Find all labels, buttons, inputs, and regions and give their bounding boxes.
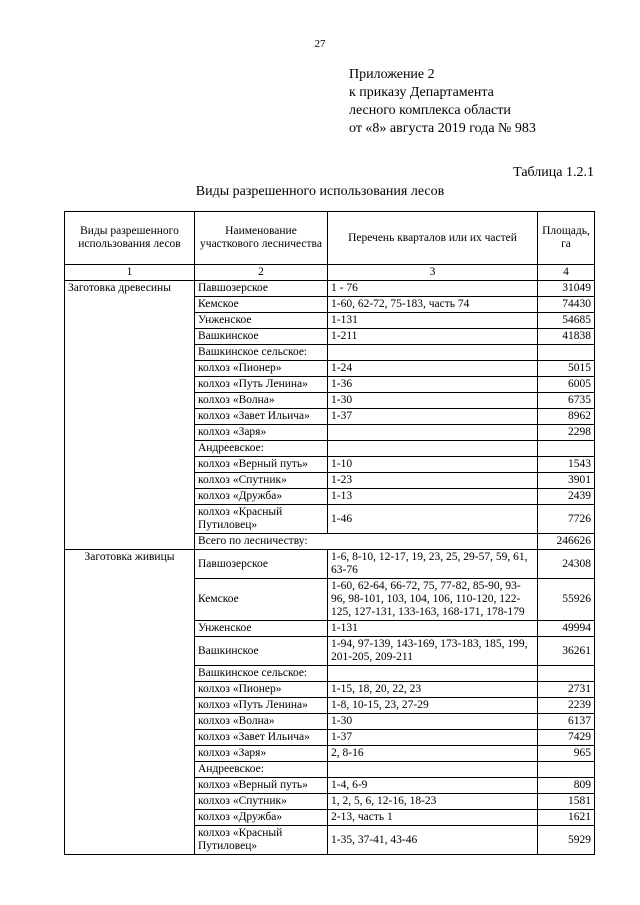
forestry-name-cell: Андреевское: bbox=[195, 762, 328, 778]
forestry-name-cell: колхоз «Завет Ильича» bbox=[195, 409, 328, 425]
column-number: 4 bbox=[538, 265, 595, 281]
quarters-cell: 1-37 bbox=[328, 409, 538, 425]
column-number: 2 bbox=[195, 265, 328, 281]
column-header: Наименование участкового лесничества bbox=[195, 212, 328, 265]
quarters-cell: 1-8, 10-15, 23, 27-29 bbox=[328, 698, 538, 714]
forestry-name-cell: колхоз «Спутник» bbox=[195, 473, 328, 489]
quarters-cell: 2-13, часть 1 bbox=[328, 810, 538, 826]
quarters-cell: 1-23 bbox=[328, 473, 538, 489]
area-cell: 54685 bbox=[538, 313, 595, 329]
forestry-name-cell: Вашкинское сельское: bbox=[195, 666, 328, 682]
quarters-cell: 1-37 bbox=[328, 730, 538, 746]
forestry-name-cell: колхоз «Волна» bbox=[195, 393, 328, 409]
area-cell bbox=[538, 666, 595, 682]
area-cell: 49994 bbox=[538, 621, 595, 637]
forest-use-table bbox=[64, 211, 595, 855]
area-cell: 8962 bbox=[538, 409, 595, 425]
use-kind-cell: Заготовка живицы bbox=[65, 550, 195, 855]
total-label: Всего по лесничеству: bbox=[195, 534, 538, 550]
area-cell: 5015 bbox=[538, 361, 595, 377]
column-header: Виды разрешенного использования лесов bbox=[65, 212, 195, 265]
quarters-cell bbox=[328, 441, 538, 457]
forestry-name-cell: колхоз «Верный путь» bbox=[195, 778, 328, 794]
quarters-cell: 1-131 bbox=[328, 313, 538, 329]
area-cell: 1581 bbox=[538, 794, 595, 810]
area-cell: 5929 bbox=[538, 826, 595, 855]
quarters-cell: 1-36 bbox=[328, 377, 538, 393]
table-row bbox=[65, 281, 595, 297]
area-cell bbox=[538, 441, 595, 457]
area-cell: 7429 bbox=[538, 730, 595, 746]
forestry-name-cell: колхоз «Пионер» bbox=[195, 682, 328, 698]
forestry-name-cell: колхоз «Заря» bbox=[195, 746, 328, 762]
quarters-cell: 2, 8-16 bbox=[328, 746, 538, 762]
column-header: Площадь, га bbox=[538, 212, 595, 265]
column-number: 1 bbox=[65, 265, 195, 281]
quarters-cell: 1-46 bbox=[328, 505, 538, 534]
quarters-cell: 1-10 bbox=[328, 457, 538, 473]
appendix-line: к приказу Департамента bbox=[349, 85, 494, 100]
area-cell: 965 bbox=[538, 746, 595, 762]
document-title: Виды разрешенного использования лесов bbox=[195, 184, 445, 199]
area-cell: 1543 bbox=[538, 457, 595, 473]
quarters-cell: 1-6, 8-10, 12-17, 19, 23, 25, 29-57, 59, 61, 63-76 bbox=[328, 550, 538, 579]
area-cell: 2439 bbox=[538, 489, 595, 505]
forestry-name-cell: Кемское bbox=[195, 297, 328, 313]
forestry-name-cell: Вашкинское bbox=[195, 637, 328, 666]
forestry-name-cell: колхоз «Завет Ильича» bbox=[195, 730, 328, 746]
forestry-name-cell: колхоз «Красный Путиловец» bbox=[195, 505, 328, 534]
area-cell bbox=[538, 762, 595, 778]
area-cell: 31049 bbox=[538, 281, 595, 297]
forestry-name-cell: колхоз «Пионер» bbox=[195, 361, 328, 377]
area-cell bbox=[538, 345, 595, 361]
forestry-name-cell: Кемское bbox=[195, 579, 328, 621]
area-cell: 3901 bbox=[538, 473, 595, 489]
quarters-cell: 1-30 bbox=[328, 714, 538, 730]
quarters-cell: 1-60, 62-72, 75-183, часть 74 bbox=[328, 297, 538, 313]
area-cell: 2298 bbox=[538, 425, 595, 441]
area-cell: 809 bbox=[538, 778, 595, 794]
forestry-name-cell: Унженское bbox=[195, 621, 328, 637]
appendix-block bbox=[349, 66, 536, 138]
quarters-cell: 1-13 bbox=[328, 489, 538, 505]
quarters-cell: 1-60, 62-64, 66-72, 75, 77-82, 85-90, 93-96, 98-101, 103, 104, 106, 110-120, 122-125, 127-131, 133-163, 168-171, 178-179 bbox=[328, 579, 538, 621]
area-cell: 74430 bbox=[538, 297, 595, 313]
use-kind-cell: Заготовка древесины bbox=[65, 281, 195, 550]
quarters-cell: 1-211 bbox=[328, 329, 538, 345]
table-row bbox=[65, 550, 595, 579]
quarters-cell: 1-24 bbox=[328, 361, 538, 377]
forestry-name-cell: Андреевское: bbox=[195, 441, 328, 457]
column-header: Перечень кварталов или их частей bbox=[328, 212, 538, 265]
area-cell: 2731 bbox=[538, 682, 595, 698]
forestry-name-cell: колхоз «Спутник» bbox=[195, 794, 328, 810]
forestry-name-cell: Унженское bbox=[195, 313, 328, 329]
column-number: 3 bbox=[328, 265, 538, 281]
area-cell: 55926 bbox=[538, 579, 595, 621]
area-cell: 1621 bbox=[538, 810, 595, 826]
quarters-cell bbox=[328, 425, 538, 441]
quarters-cell bbox=[328, 666, 538, 682]
forestry-name-cell: колхоз «Путь Ленина» bbox=[195, 698, 328, 714]
quarters-cell bbox=[328, 762, 538, 778]
area-cell: 7726 bbox=[538, 505, 595, 534]
appendix-line: лесного комплекса области bbox=[349, 103, 511, 118]
appendix-line: от «8» августа 2019 года № 983 bbox=[349, 121, 536, 136]
forestry-name-cell: Вашкинское bbox=[195, 329, 328, 345]
quarters-cell: 1-131 bbox=[328, 621, 538, 637]
table-number: Таблица 1.2.1 bbox=[513, 165, 594, 180]
forestry-name-cell: колхоз «Красный Путиловец» bbox=[195, 826, 328, 855]
quarters-cell: 1, 2, 5, 6, 12-16, 18-23 bbox=[328, 794, 538, 810]
forestry-name-cell: Павшозерское bbox=[195, 281, 328, 297]
forestry-name-cell: колхоз «Дружба» bbox=[195, 810, 328, 826]
quarters-cell bbox=[328, 345, 538, 361]
forestry-name-cell: Павшозерское bbox=[195, 550, 328, 579]
forestry-name-cell: колхоз «Путь Ленина» bbox=[195, 377, 328, 393]
forestry-name-cell: Вашкинское сельское: bbox=[195, 345, 328, 361]
forestry-name-cell: колхоз «Заря» bbox=[195, 425, 328, 441]
quarters-cell: 1-30 bbox=[328, 393, 538, 409]
area-cell: 2239 bbox=[538, 698, 595, 714]
total-area: 246626 bbox=[538, 534, 595, 550]
quarters-cell: 1-94, 97-139, 143-169, 173-183, 185, 199, 201-205, 209-211 bbox=[328, 637, 538, 666]
quarters-cell: 1-4, 6-9 bbox=[328, 778, 538, 794]
quarters-cell: 1-35, 37-41, 43-46 bbox=[328, 826, 538, 855]
area-cell: 36261 bbox=[538, 637, 595, 666]
area-cell: 6735 bbox=[538, 393, 595, 409]
page-number: 27 bbox=[314, 38, 326, 50]
quarters-cell: 1 - 76 bbox=[328, 281, 538, 297]
area-cell: 6137 bbox=[538, 714, 595, 730]
appendix-line: Приложение 2 bbox=[349, 67, 435, 82]
area-cell: 24308 bbox=[538, 550, 595, 579]
quarters-cell: 1-15, 18, 20, 22, 23 bbox=[328, 682, 538, 698]
column-number-row bbox=[65, 265, 595, 281]
header-row bbox=[65, 212, 595, 265]
forestry-name-cell: колхоз «Дружба» bbox=[195, 489, 328, 505]
forestry-name-cell: колхоз «Верный путь» bbox=[195, 457, 328, 473]
forestry-name-cell: колхоз «Волна» bbox=[195, 714, 328, 730]
area-cell: 6005 bbox=[538, 377, 595, 393]
area-cell: 41838 bbox=[538, 329, 595, 345]
